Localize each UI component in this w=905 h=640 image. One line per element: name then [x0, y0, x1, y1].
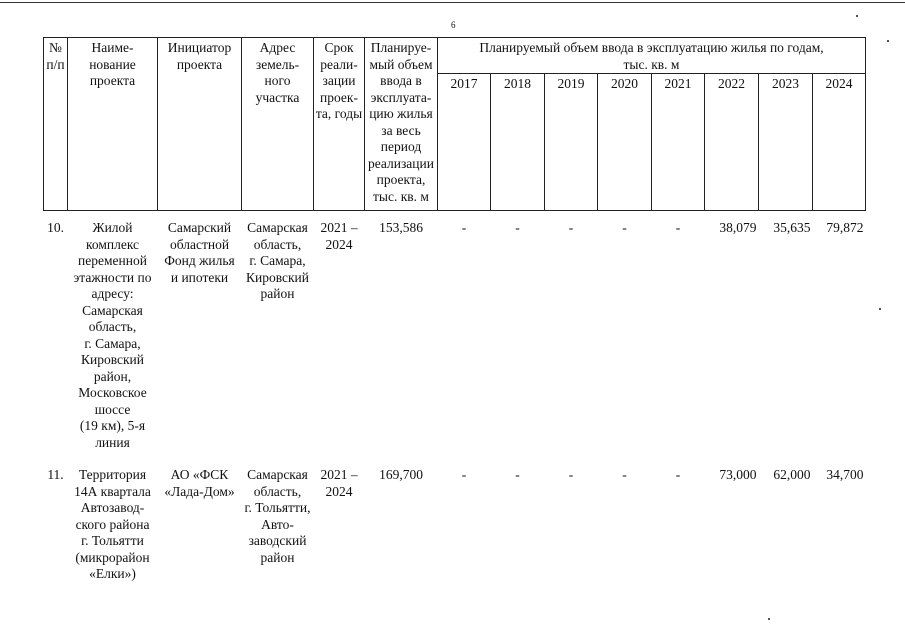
project-name: Территория 14А квартала Автозавод- ского района г. Тольятти (микрорайон «Елки») [74, 467, 151, 581]
header-project-name: Наиме- нование проекта [68, 38, 158, 211]
year-value: 34,700 [826, 467, 864, 482]
header-year: 2019 [545, 74, 598, 211]
header-initiator: Инициатор проекта [158, 38, 242, 211]
header-year: 2017 [438, 74, 491, 211]
year-value: - [675, 220, 681, 235]
planned-total: 153,586 [379, 220, 423, 235]
header-year: 2018 [491, 74, 545, 211]
scan-speck [768, 618, 770, 620]
year-value: - [622, 467, 627, 482]
scan-speck [856, 15, 858, 17]
year-value: - [622, 220, 627, 235]
project-term: 2021 – 2024 [320, 220, 358, 252]
header-term: Срок реали- зации проек- та, годы [314, 38, 365, 211]
header-by-year: Планируемый объем ввода в эксплуатацию жилья по годам, тыс. кв. м [438, 38, 866, 74]
project-initiator: Самарский областной Фонд жилья и ипотеки [164, 220, 235, 285]
scan-edge-line [0, 2, 905, 3]
table-row [44, 467, 866, 583]
project-initiator: АО «ФСК «Лада-Дом» [164, 467, 235, 499]
year-value: - [461, 467, 467, 482]
scan-speck [879, 308, 881, 310]
scan-speck [887, 40, 889, 42]
housing-projects-table [43, 37, 866, 583]
year-value: 62,000 [773, 467, 811, 482]
table-row [44, 220, 866, 451]
page-number: 6 [451, 20, 456, 30]
project-address: Самарская область, г. Самара, Кировский район [245, 220, 310, 301]
header-year: 2020 [598, 74, 652, 211]
year-value: - [675, 467, 681, 482]
header-year: 2021 [652, 74, 705, 211]
planned-total: 169,700 [379, 467, 423, 482]
year-value: - [461, 220, 467, 235]
header-year: 2023 [759, 74, 813, 211]
year-value: 73,000 [719, 467, 757, 482]
year-value: 79,872 [826, 220, 864, 235]
header-num: № п/п [44, 38, 68, 211]
header-planned-total: Планируе- мый объем ввода в эксплуата- цию жилья за весь период реализации проекта, тыс. кв. м [365, 38, 438, 211]
year-value: 38,079 [719, 220, 757, 235]
header-address: Адрес земель- ного участка [242, 38, 314, 211]
project-term: 2021 – 2024 [320, 467, 358, 499]
year-value: 35,635 [773, 220, 811, 235]
row-num: 10. [47, 220, 64, 235]
project-name: Жилой комплекс переменной этажности по адресу: Самарская область, г. Самара, Кировский район, Московское шоссе (19 км), 5-я линия [73, 220, 152, 450]
header-year: 2022 [705, 74, 759, 211]
year-value: - [568, 467, 574, 482]
year-value: - [568, 220, 574, 235]
row-num: 11. [47, 467, 64, 482]
year-value: - [515, 467, 520, 482]
header-year: 2024 [813, 74, 866, 211]
project-address: Самарская область, г. Тольятти, Авто- заводский район [244, 467, 311, 565]
year-value: - [515, 220, 520, 235]
